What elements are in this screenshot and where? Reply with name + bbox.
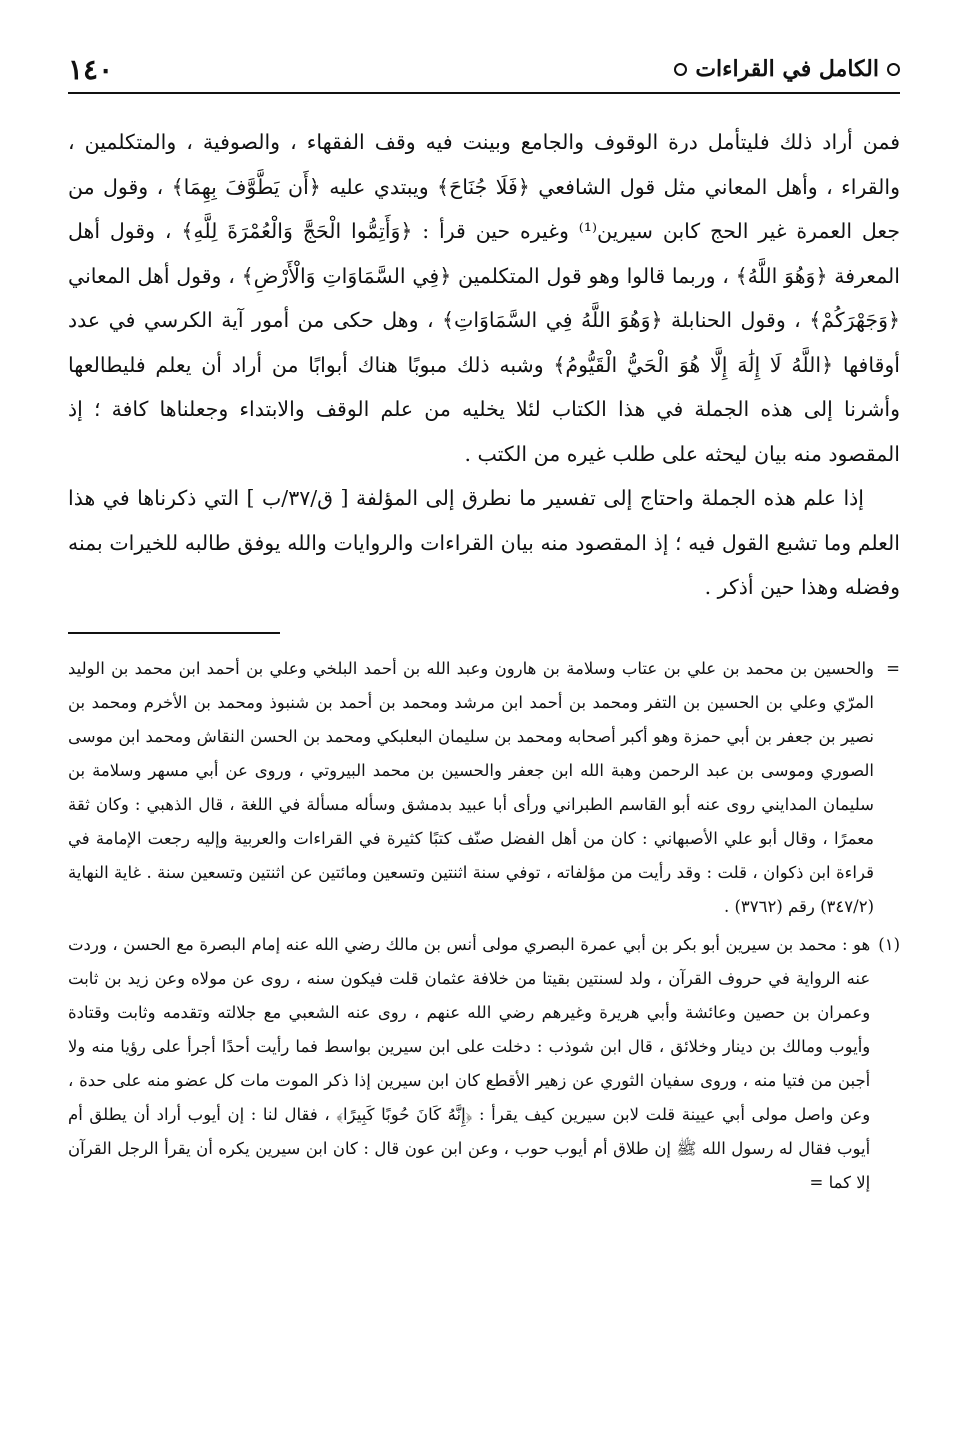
page (68, 46, 900, 1200)
footnote-text: والحسين بن محمد بن علي بن عتاب وسلامة بن هارون وعبد الله بن أحمد البلخي وعلي بن أحمد ابن محمد بن الوليد المرّي وعلي بن الحسين بن التفر ومحمد بن أحمد ابن مرشد ومحمد بن أحمد بن شنبوذ ومحمد بن الأخرم ومحمد بن نصير بن جعفر بن أبي حمزة وهو أكبر أصحابه ومحمد بن سليمان البعلبكي ومحمد بن الحسن النقاش ومحمد ابن موسى الصوري وموسى بن عبد الرحمن وهبة الله ابن جعفر والحسين بن محمد البيروتي ، وروى عن أبي مسهر وسلامة بن سليمان المدايني روى عنه أبو القاسم الطبراني ورأى أبا عبيد بدمشق وسأله مسألة في اللغة ، قال الذهبي : وكان ثقة معمرًا ، وقال أبو علي الأصبهاني : كان من أهل الفضل صنّف كتبًا كثيرة في القراءات والعربية وإليه رجعت الإمامة في قراءة ابن ذكوان ، قلت : وقد رأيت من مؤلفاته ، توفي سنة اثنتين وتسعين ومائتين عن اثنتين وتسعين سنة . غاية النهاية (٣٤٧/٢) رقم (٣٧٦٢) . (68, 658, 874, 916)
footnote-separator (68, 632, 280, 634)
footnote-text: هو : محمد بن سيرين أبو بكر بن أبي عمرة البصري مولى أنس بن مالك رضي الله عنه إمام البصرة مع الحسن ، وردت عنه الرواية في حروف القرآن ، ولد لسنتين بقيتا من خلافة عثمان قلت فيكون سنه ، روى عن مولاه وعن زيد بن ثابت وعمران بن حصين وعائشة وأبي هريرة وغيرهم رضي الله عنهم ، روى عنه الشعبي مع جلالته وتقدمه وثابت وقتادة وأيوب ومالك بن دينار وخلائق ، قال ابن شوذب : دخلت على ابن سيرين بواسط فما رأيت أحدًا أجرأ على رؤيا منه ولا أجبن من فتيا منه ، وروى سفيان الثوري عن زهير الأقطع كان ابن سيرين إذا ذكر الموت مات كل عضو منه على حدة ، وعن واصل مولى أبي عيينة قلت لابن سيرين كيف يقرأ : ﴿إِنَّهُ كَانَ حُوبًا كَبِيرًا﴾ ، فقال لنا : إن أيوب أراد أن يطلق أم أيوب فقال له رسول الله ﷺ إن طلاق أم أيوب حوب ، وعن ابن عون قال : كان ابن سيرين يكره أن يقرأ الرجل القرآن إلا كما = (68, 934, 871, 1192)
running-title-text: الكامل في القراءات (695, 56, 879, 82)
footnotes (68, 652, 900, 1200)
footnote-continuation (68, 652, 900, 924)
footnote-1 (68, 928, 900, 1200)
paragraph: فمن أراد ذلك فليتأمل درة الوقوف والجامع وبينت فيه وقف الفقهاء ، والصوفية ، والمتكلمين ، والقراء ، وأهل المعاني مثل قول الشافعي ﴿فَلَا جُنَاحَ﴾ ويبتدي عليه ﴿أَن يَطَّوَّفَ بِهِمَا﴾ ، وقول من جعل العمرة غير الحج كابن سيرين⁽¹⁾ وغيره حين قرأ : ﴿وَأَتِمُّوا الْحَجَّ وَالْعُمْرَةَ لِلَّهِ﴾ ، وقول أهل المعرفة ﴿وَهُوَ اللَّهُ﴾ ، وربما قالوا وهو قول المتكلمين ﴿فِي السَّمَاوَاتِ وَالْأَرْضِ﴾ ، وقول أهل المعاني ﴿وَجَهْرَكُمْ﴾ ، وقول الحنابلة ﴿وَهُوَ اللَّهُ فِي السَّمَاوَاتِ﴾ ، وهل حكى من أمور آية الكرسي في عدد أوقافها ﴿اللَّهُ لَا إِلَٰهَ إِلَّا هُوَ الْحَيُّ الْقَيُّومُ﴾ وشبه ذلك مبوبًا هناك أبوابًا من أراد أن يعلم فليطالعها وأشرنا إلى هذه الجملة في هذا الكتاب لئلا يخليه من علم الوقف والابتداء وجعلناها كافة ؛ إذ المقصود منه بيان ليحثه على طلب غيره من الكتب . (68, 130, 900, 466)
circle-ornament-icon (887, 63, 900, 76)
footnote-marker: = (886, 658, 900, 678)
circle-ornament-icon (674, 63, 687, 76)
running-title (674, 56, 900, 82)
paragraph: إذا علم هذه الجملة واحتاج إلى تفسير ما نطرق إلى المؤلفة [ ق/٣٧/ب ] التي ذكرناها في هذا العلم وما تشبع القول فيه ؛ إذ المقصود منه بيان القراءات والروايات والله يوفق طالبه للخيرات بمنه وفضله وهذا حين أذكر . (68, 486, 900, 599)
page-number: ١٤٠ (68, 52, 114, 86)
main-text (68, 120, 900, 610)
footnote-marker: (١) (878, 934, 900, 954)
page-header (68, 46, 900, 94)
